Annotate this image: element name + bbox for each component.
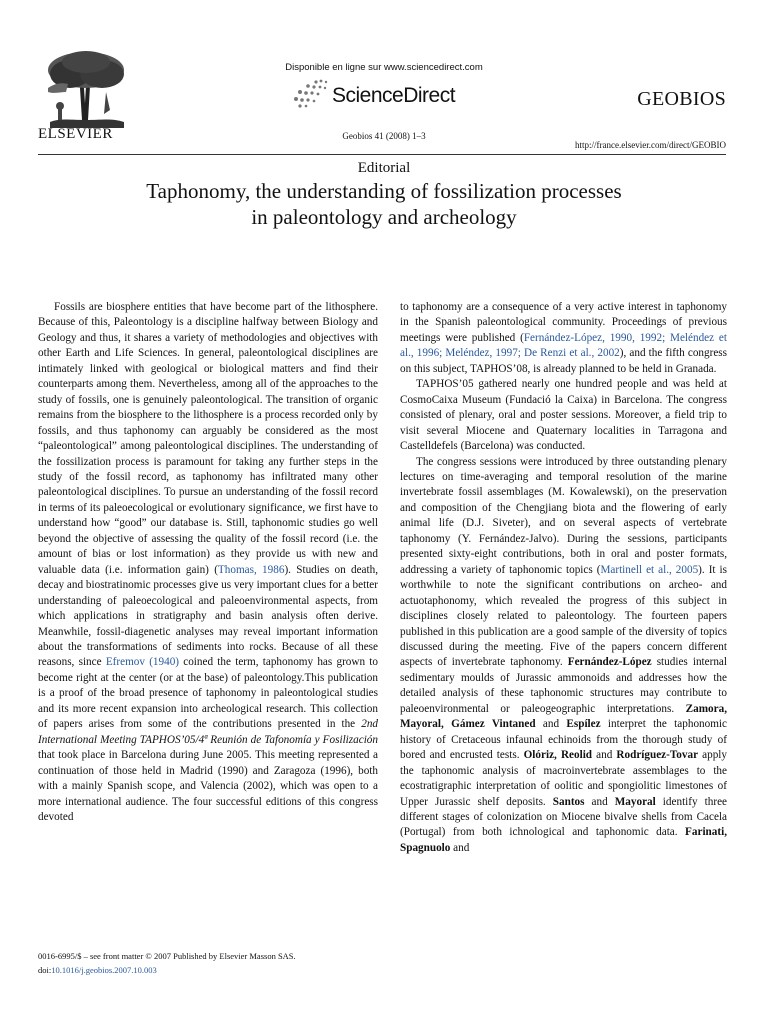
availability-note: Disponible en ligne sur www.sciencedirect.com [285, 62, 483, 73]
doi-link[interactable]: 10.1016/j.geobios.2007.10.003 [51, 965, 157, 975]
text-run: apply the taphonomic analysis of macroinvertebrate assemblages to the ecostratigraphic interpretation of oolitic and spongiolitic limestones of Upper Jurassic shelf deposits. [400, 749, 728, 808]
text-run: and [592, 749, 617, 762]
citation-link[interactable]: Martinell et al., 2005 [600, 563, 699, 576]
citation-link[interactable]: Thomas, 1986 [217, 563, 285, 576]
text-run: identify three different stages of colonization on Miocene bivalve shells from Cacela (Portugal) from both ichnological and taphonomic data. [400, 795, 728, 839]
journal-url-link[interactable]: http://france.elsevier.com/direct/GEOBIO [575, 140, 726, 150]
text-run: and [535, 718, 567, 731]
author-name: Mayoral [614, 795, 656, 808]
section-label: Editorial [357, 160, 411, 176]
text-run: ), and the fifth congress on this subject, TAPHOS’08, is already planned to be held in Granada. [400, 347, 727, 375]
text-run: that took place in Barcelona during June 2005. This meeting represented a continuation of those held in Madrid (1990) and Zaragoza (1996), both with a mainly Spanish scope, and Valencia (2002), which was open to a more international audience. The four successful editions of this congress devoted [38, 749, 378, 823]
issn-line: 0016-6995/$ – see front matter © 2007 Published by Elsevier Masson SAS. [38, 951, 296, 961]
sciencedirect-dots-icon [290, 78, 330, 108]
journal-citation: Geobios 41 (2008) 1–3 [342, 131, 426, 141]
text-run: interpret the taphonomic history of Cretaceous infaunal echinoids from the thorough study of bored and encrusted tests. [400, 718, 727, 762]
text-run: ). It is worthwhile to note the significant contributions on archeo- and actuotaphonomy, which revealed the progress of this subject in disciplines closely related to paleontology. The fourteen papers published in this publication are a good sample of the diversity of topics discussed during the meeting. Five of the papers concern different aspects of invertebrate taphonomy. [400, 563, 727, 669]
author-name: Rodríguez-Tovar [616, 749, 699, 762]
meeting-name: 2nd International Meeting TAPHOS’05/4ª Reunión de Tafonomía y Fosilización [38, 718, 378, 746]
body-column-left [38, 300, 378, 825]
author-name: Farinati, Spagnuolo [400, 826, 727, 854]
platform-name: ScienceDirect [332, 84, 456, 107]
article-title [0, 178, 768, 230]
paragraph [400, 300, 727, 377]
author-name: Santos [552, 795, 585, 808]
citation-link[interactable]: Efremov (1940) [105, 656, 180, 669]
paragraph [400, 455, 727, 857]
author-name: Zamora, Mayoral, Gámez Vintaned [400, 702, 727, 731]
title-line: Taphonomy, the understanding of fossilization processes [146, 179, 622, 203]
text-run: The congress sessions were introduced by three outstanding plenary lectures on time-averaging and temporal resolution of the marine invertebrate fossil assemblages (M. Kowalewski), on the preservation and composition of the Chengjiang biota and the flowering of early animal life (D.J. Siveter), and on several aspects of vertebrate taphonomy (Y. Fernández-Jalvo). During the sessions, participants presented sixty-eight contributions, both in oral and poster formats, addressing a variety of taphonomic topics ( [400, 455, 727, 576]
doi-line [38, 963, 296, 977]
paragraph [38, 300, 378, 825]
author-name: Olóriz, Reolid [523, 749, 593, 762]
paragraph: TAPHOS’05 gathered nearly one hundred people and was held at CosmoCaixa Museum (Fundació la Caixa) in Barcelona. The congress consisted of plenary, oral and poster sessions. Moreover, a field trip to visit several Miocene and Quaternary localities in Tarragona and Castelldefels (Barcelona) was conducted. [400, 378, 727, 453]
elsevier-tree-icon [40, 48, 132, 130]
citation-link[interactable]: Fernández-López, 1990, 1992; Meléndez et al., 1996; Meléndez, 1997; De Renzi et al., 2002 [400, 331, 728, 360]
doi-prefix: doi: [38, 965, 52, 975]
text-run: and [584, 795, 615, 808]
journal-name: GEOBIOS [637, 88, 726, 110]
text-run: studies internal sedimentary moulds of Jurassic ammonoids and addresses how the detailed analysis of these taphonomic structures may contribute to paleoenvironmental or paleogeographic interpretations. [400, 656, 728, 715]
header-divider [38, 154, 726, 155]
text-run: and [450, 841, 470, 854]
page-footer [38, 949, 296, 977]
text-run: ). Studies on death, decay and biostratinomic processes give us very important clues for a better understanding of paleoecological and paleoenvironmental aspects, from which applications in stratigraphy and basin analysis often derive. Meanwhile, fossil-diagenetic analyses may reveal important information about the transformations of sediments into rocks. Because of all these reasons, since [38, 563, 378, 669]
author-name: Fernández-López [567, 656, 652, 669]
author-name: Espílez [566, 718, 601, 731]
body-column-right [400, 300, 727, 856]
text-run: Fossils are biosphere entities that have become part of the lithosphere. Because of this, Paleontology is a discipline halfway between Biology and Geology and thus, it shares a variety of methodologies and objectives with other Earth and Life Sciences. In general, paleontological disciplines are intimately linked with geological or biological matters and find their counterparts among them. Nevertheless, among all of the approaches to the study of fossils, one is genuinely paleontological. The transition of organic remains from the biosphere to the lithosphere is a process recorded only by fossils, and thus taphonomy can arguably be considered as the most “paleontological” among paleontological disciplines. The understanding of the fossilization process is paramount for taking any further steps in the study of the fossil record, as taphonomy has infiltrated many other paleontological disciplines. To pursue an understanding of the fossil record in terms of its paleoecological or evolutionary significance, we first have to understand how “good” our database is. Still, taphonomic studies go well beyond the objective of assessing the quality of the fossil record (i.e. the amount of bias or lost information) as they provide us with new and valuable data (i.e. information gain) ( [38, 301, 378, 576]
text-run: coined the term, taphonomy has grown to become right at the center (or at the base) of paleontology.This publication is a proof of the broad presence of taphonomy in paleontological studies and its more recent expansion into archeological research. This collection of papers arises from some of the contributions presented in the [38, 656, 378, 731]
text-run: to taphonomy are a consequence of a very active interest in taphonomy in the Spanish paleontological community. Proceedings of previous meetings were published ( [400, 301, 727, 344]
publisher-name: ELSEVIER [38, 126, 113, 142]
title-line: in paleontology and archeology [251, 205, 517, 229]
